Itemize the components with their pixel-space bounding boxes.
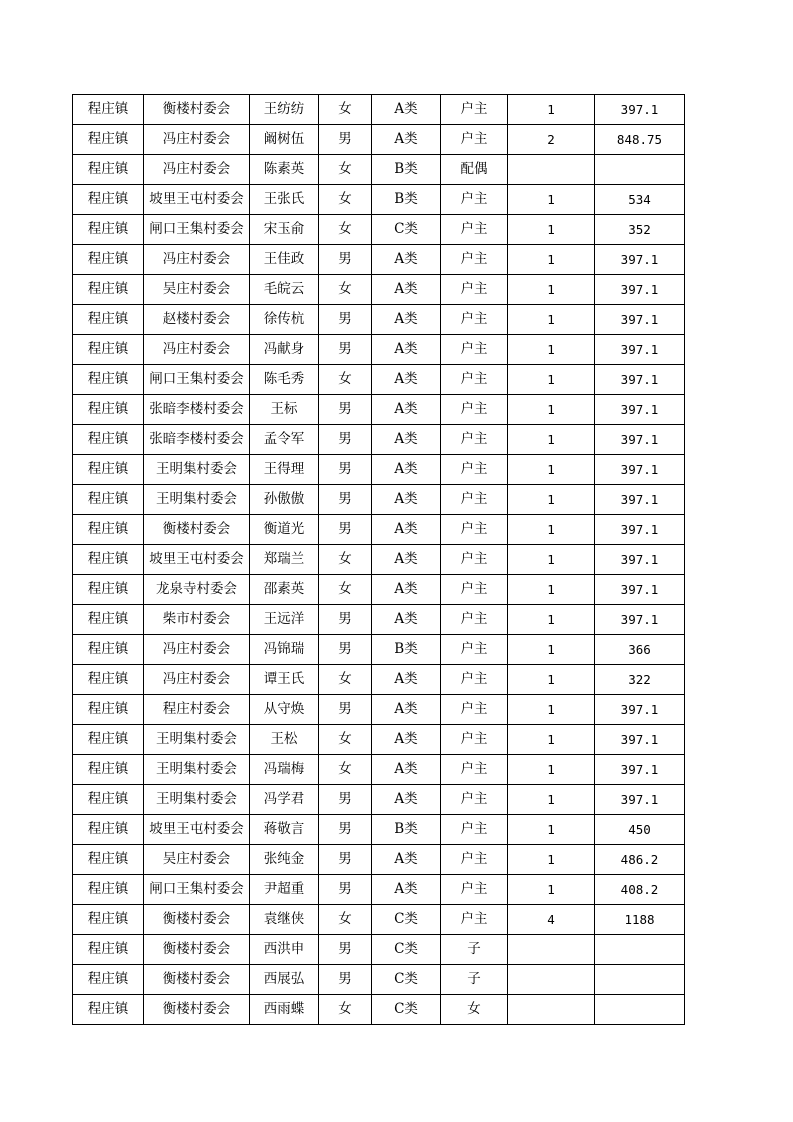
category-cell: B类 [372,635,441,665]
village-committee-cell: 衡楼村委会 [144,935,250,965]
amount-cell: 397.1 [595,605,685,635]
relation-cell: 户主 [441,545,508,575]
household-size-cell: 1 [508,275,595,305]
table-row [73,455,685,485]
household-size-cell: 1 [508,95,595,125]
household-size-cell: 1 [508,695,595,725]
category-cell: A类 [372,875,441,905]
relation-cell: 子 [441,965,508,995]
table-row [73,125,685,155]
household-size-cell: 1 [508,575,595,605]
category-cell: A类 [372,455,441,485]
category-cell: A类 [372,335,441,365]
gender-cell: 男 [319,695,372,725]
category-cell: A类 [372,785,441,815]
amount-cell: 397.1 [595,365,685,395]
name-cell: 王张氏 [250,185,319,215]
gender-cell: 男 [319,875,372,905]
table-row [73,545,685,575]
village-committee-cell: 闸口王集村委会 [144,215,250,245]
category-cell: A类 [372,755,441,785]
village-committee-cell: 坡里王屯村委会 [144,185,250,215]
village-committee-cell: 程庄村委会 [144,695,250,725]
relation-cell: 户主 [441,425,508,455]
household-size-cell: 1 [508,845,595,875]
table-row [73,635,685,665]
household-size-cell: 1 [508,305,595,335]
household-size-cell: 1 [508,815,595,845]
amount-cell: 397.1 [595,785,685,815]
table-row [73,785,685,815]
amount-cell: 397.1 [595,425,685,455]
gender-cell: 女 [319,155,372,185]
village-committee-cell: 赵楼村委会 [144,305,250,335]
name-cell: 孙傲傲 [250,485,319,515]
table-row [73,725,685,755]
town-cell: 程庄镇 [73,245,144,275]
name-cell: 谭王氏 [250,665,319,695]
name-cell: 王得理 [250,455,319,485]
household-size-cell: 1 [508,515,595,545]
town-cell: 程庄镇 [73,965,144,995]
relation-cell: 户主 [441,635,508,665]
town-cell: 程庄镇 [73,755,144,785]
amount-cell: 397.1 [595,725,685,755]
relation-cell: 子 [441,935,508,965]
table-row [73,995,685,1025]
town-cell: 程庄镇 [73,365,144,395]
household-size-cell: 1 [508,335,595,365]
relation-cell: 户主 [441,515,508,545]
name-cell: 西雨蝶 [250,995,319,1025]
name-cell: 冯献身 [250,335,319,365]
town-cell: 程庄镇 [73,605,144,635]
town-cell: 程庄镇 [73,515,144,545]
name-cell: 衡道光 [250,515,319,545]
category-cell: A类 [372,725,441,755]
table-row [73,935,685,965]
amount-cell: 848.75 [595,125,685,155]
gender-cell: 男 [319,845,372,875]
table-row [73,395,685,425]
amount-cell: 397.1 [595,485,685,515]
relation-cell: 户主 [441,695,508,725]
name-cell: 袁继侠 [250,905,319,935]
category-cell: A类 [372,395,441,425]
relation-cell: 户主 [441,455,508,485]
gender-cell: 女 [319,365,372,395]
category-cell: C类 [372,215,441,245]
name-cell: 西展弘 [250,965,319,995]
name-cell: 冯学君 [250,785,319,815]
category-cell: B类 [372,815,441,845]
household-size-cell: 1 [508,875,595,905]
amount-cell: 450 [595,815,685,845]
gender-cell: 女 [319,95,372,125]
household-size-cell: 1 [508,185,595,215]
table-row [73,605,685,635]
relation-cell: 户主 [441,95,508,125]
household-size-cell: 1 [508,365,595,395]
village-committee-cell: 坡里王屯村委会 [144,815,250,845]
table-body [73,95,685,1025]
gender-cell: 男 [319,965,372,995]
category-cell: A类 [372,275,441,305]
relation-cell: 户主 [441,335,508,365]
town-cell: 程庄镇 [73,395,144,425]
amount-cell: 397.1 [595,305,685,335]
gender-cell: 女 [319,905,372,935]
town-cell: 程庄镇 [73,455,144,485]
amount-cell [595,995,685,1025]
gender-cell: 男 [319,245,372,275]
amount-cell: 408.2 [595,875,685,905]
town-cell: 程庄镇 [73,305,144,335]
amount-cell: 397.1 [595,455,685,485]
name-cell: 张纯金 [250,845,319,875]
relation-cell: 户主 [441,605,508,635]
gender-cell: 男 [319,125,372,155]
gender-cell: 男 [319,605,372,635]
table-row [73,245,685,275]
table-row [73,905,685,935]
town-cell: 程庄镇 [73,845,144,875]
category-cell: C类 [372,935,441,965]
household-size-cell: 1 [508,485,595,515]
relation-cell: 户主 [441,395,508,425]
category-cell: C类 [372,995,441,1025]
amount-cell: 1188 [595,905,685,935]
name-cell: 孟令军 [250,425,319,455]
gender-cell: 女 [319,185,372,215]
village-committee-cell: 吴庄村委会 [144,275,250,305]
relation-cell: 户主 [441,125,508,155]
category-cell: A类 [372,605,441,635]
relation-cell: 户主 [441,905,508,935]
relation-cell: 户主 [441,485,508,515]
village-committee-cell: 冯庄村委会 [144,245,250,275]
name-cell: 郑瑞兰 [250,545,319,575]
village-committee-cell: 王明集村委会 [144,455,250,485]
relation-cell: 户主 [441,665,508,695]
town-cell: 程庄镇 [73,95,144,125]
household-size-cell: 1 [508,545,595,575]
gender-cell: 男 [319,395,372,425]
name-cell: 阚树伍 [250,125,319,155]
table-row [73,815,685,845]
town-cell: 程庄镇 [73,635,144,665]
village-committee-cell: 柴市村委会 [144,605,250,635]
category-cell: A类 [372,95,441,125]
name-cell: 尹超重 [250,875,319,905]
village-committee-cell: 王明集村委会 [144,755,250,785]
amount-cell [595,965,685,995]
table-row [73,365,685,395]
category-cell: A类 [372,515,441,545]
amount-cell [595,935,685,965]
gender-cell: 男 [319,785,372,815]
category-cell: A类 [372,545,441,575]
category-cell: A类 [372,575,441,605]
town-cell: 程庄镇 [73,335,144,365]
table-row [73,875,685,905]
table-row [73,155,685,185]
village-committee-cell: 吴庄村委会 [144,845,250,875]
gender-cell: 男 [319,635,372,665]
category-cell: A类 [372,125,441,155]
name-cell: 王远洋 [250,605,319,635]
village-committee-cell: 龙泉寺村委会 [144,575,250,605]
household-size-cell: 1 [508,425,595,455]
household-size-cell [508,995,595,1025]
name-cell: 蒋敬言 [250,815,319,845]
amount-cell [595,155,685,185]
town-cell: 程庄镇 [73,905,144,935]
amount-cell: 534 [595,185,685,215]
village-committee-cell: 衡楼村委会 [144,515,250,545]
table-row [73,575,685,605]
village-committee-cell: 王明集村委会 [144,785,250,815]
table-row [73,965,685,995]
relation-cell: 户主 [441,875,508,905]
village-committee-cell: 张暗李楼村委会 [144,395,250,425]
gender-cell: 男 [319,335,372,365]
category-cell: A类 [372,695,441,725]
amount-cell: 397.1 [595,695,685,725]
town-cell: 程庄镇 [73,935,144,965]
category-cell: C类 [372,965,441,995]
category-cell: A类 [372,425,441,455]
category-cell: A类 [372,485,441,515]
relation-cell: 户主 [441,275,508,305]
village-committee-cell: 冯庄村委会 [144,335,250,365]
name-cell: 王纺纺 [250,95,319,125]
village-committee-cell: 闸口王集村委会 [144,875,250,905]
name-cell: 陈素英 [250,155,319,185]
household-size-cell: 1 [508,665,595,695]
category-cell: B类 [372,185,441,215]
town-cell: 程庄镇 [73,425,144,455]
relation-cell: 户主 [441,185,508,215]
town-cell: 程庄镇 [73,125,144,155]
household-size-cell: 2 [508,125,595,155]
gender-cell: 男 [319,815,372,845]
amount-cell: 397.1 [595,755,685,785]
household-size-cell: 1 [508,605,595,635]
town-cell: 程庄镇 [73,215,144,245]
table-row [73,305,685,335]
amount-cell: 322 [595,665,685,695]
category-cell: A类 [372,365,441,395]
village-committee-cell: 冯庄村委会 [144,665,250,695]
gender-cell: 女 [319,215,372,245]
village-committee-cell: 王明集村委会 [144,485,250,515]
village-committee-cell: 冯庄村委会 [144,125,250,155]
table-row [73,485,685,515]
town-cell: 程庄镇 [73,155,144,185]
category-cell: A类 [372,305,441,335]
category-cell: A类 [372,665,441,695]
relation-cell: 户主 [441,365,508,395]
table-row [73,755,685,785]
relation-cell: 户主 [441,245,508,275]
relation-cell: 女 [441,995,508,1025]
gender-cell: 男 [319,455,372,485]
village-committee-cell: 王明集村委会 [144,725,250,755]
town-cell: 程庄镇 [73,185,144,215]
category-cell: A类 [372,845,441,875]
table-row [73,185,685,215]
village-committee-cell: 衡楼村委会 [144,995,250,1025]
relation-cell: 户主 [441,785,508,815]
household-size-cell: 1 [508,455,595,485]
town-cell: 程庄镇 [73,725,144,755]
household-size-cell [508,965,595,995]
table-row [73,845,685,875]
table-row [73,515,685,545]
gender-cell: 女 [319,275,372,305]
name-cell: 冯锦瑞 [250,635,319,665]
category-cell: A类 [372,245,441,275]
town-cell: 程庄镇 [73,545,144,575]
household-size-cell: 1 [508,635,595,665]
relation-cell: 户主 [441,575,508,605]
name-cell: 西洪申 [250,935,319,965]
table-row [73,275,685,305]
amount-cell: 397.1 [595,395,685,425]
town-cell: 程庄镇 [73,665,144,695]
household-size-cell: 4 [508,905,595,935]
category-cell: B类 [372,155,441,185]
village-committee-cell: 冯庄村委会 [144,155,250,185]
table-row [73,95,685,125]
amount-cell: 397.1 [595,245,685,275]
relation-cell: 配偶 [441,155,508,185]
town-cell: 程庄镇 [73,575,144,605]
amount-cell: 397.1 [595,575,685,605]
gender-cell: 男 [319,305,372,335]
town-cell: 程庄镇 [73,995,144,1025]
relation-cell: 户主 [441,815,508,845]
gender-cell: 男 [319,425,372,455]
table-row [73,695,685,725]
amount-cell: 366 [595,635,685,665]
relation-cell: 户主 [441,845,508,875]
amount-cell: 352 [595,215,685,245]
village-committee-cell: 张暗李楼村委会 [144,425,250,455]
amount-cell: 397.1 [595,545,685,575]
amount-cell: 397.1 [595,275,685,305]
roster-table [72,94,685,1025]
gender-cell: 男 [319,515,372,545]
relation-cell: 户主 [441,755,508,785]
name-cell: 王佳政 [250,245,319,275]
household-size-cell: 1 [508,245,595,275]
relation-cell: 户主 [441,725,508,755]
relation-cell: 户主 [441,215,508,245]
town-cell: 程庄镇 [73,275,144,305]
household-size-cell: 1 [508,785,595,815]
name-cell: 陈毛秀 [250,365,319,395]
gender-cell: 女 [319,755,372,785]
amount-cell: 397.1 [595,95,685,125]
gender-cell: 女 [319,575,372,605]
town-cell: 程庄镇 [73,785,144,815]
name-cell: 徐传杭 [250,305,319,335]
table-row [73,665,685,695]
amount-cell: 397.1 [595,515,685,545]
village-committee-cell: 衡楼村委会 [144,965,250,995]
table-row [73,425,685,455]
village-committee-cell: 冯庄村委会 [144,635,250,665]
name-cell: 王松 [250,725,319,755]
name-cell: 毛皖云 [250,275,319,305]
category-cell: C类 [372,905,441,935]
household-size-cell: 1 [508,755,595,785]
gender-cell: 女 [319,545,372,575]
gender-cell: 女 [319,665,372,695]
household-size-cell: 1 [508,395,595,425]
village-committee-cell: 闸口王集村委会 [144,365,250,395]
household-size-cell [508,935,595,965]
village-committee-cell: 衡楼村委会 [144,905,250,935]
town-cell: 程庄镇 [73,875,144,905]
town-cell: 程庄镇 [73,815,144,845]
table-row [73,215,685,245]
amount-cell: 397.1 [595,335,685,365]
gender-cell: 女 [319,725,372,755]
household-size-cell: 1 [508,215,595,245]
name-cell: 冯瑞梅 [250,755,319,785]
gender-cell: 女 [319,995,372,1025]
town-cell: 程庄镇 [73,695,144,725]
name-cell: 王标 [250,395,319,425]
name-cell: 宋玉俞 [250,215,319,245]
village-committee-cell: 坡里王屯村委会 [144,545,250,575]
relation-cell: 户主 [441,305,508,335]
amount-cell: 486.2 [595,845,685,875]
household-size-cell [508,155,595,185]
name-cell: 邵素英 [250,575,319,605]
gender-cell: 男 [319,485,372,515]
village-committee-cell: 衡楼村委会 [144,95,250,125]
name-cell: 从守焕 [250,695,319,725]
household-size-cell: 1 [508,725,595,755]
gender-cell: 男 [319,935,372,965]
town-cell: 程庄镇 [73,485,144,515]
table-row [73,335,685,365]
